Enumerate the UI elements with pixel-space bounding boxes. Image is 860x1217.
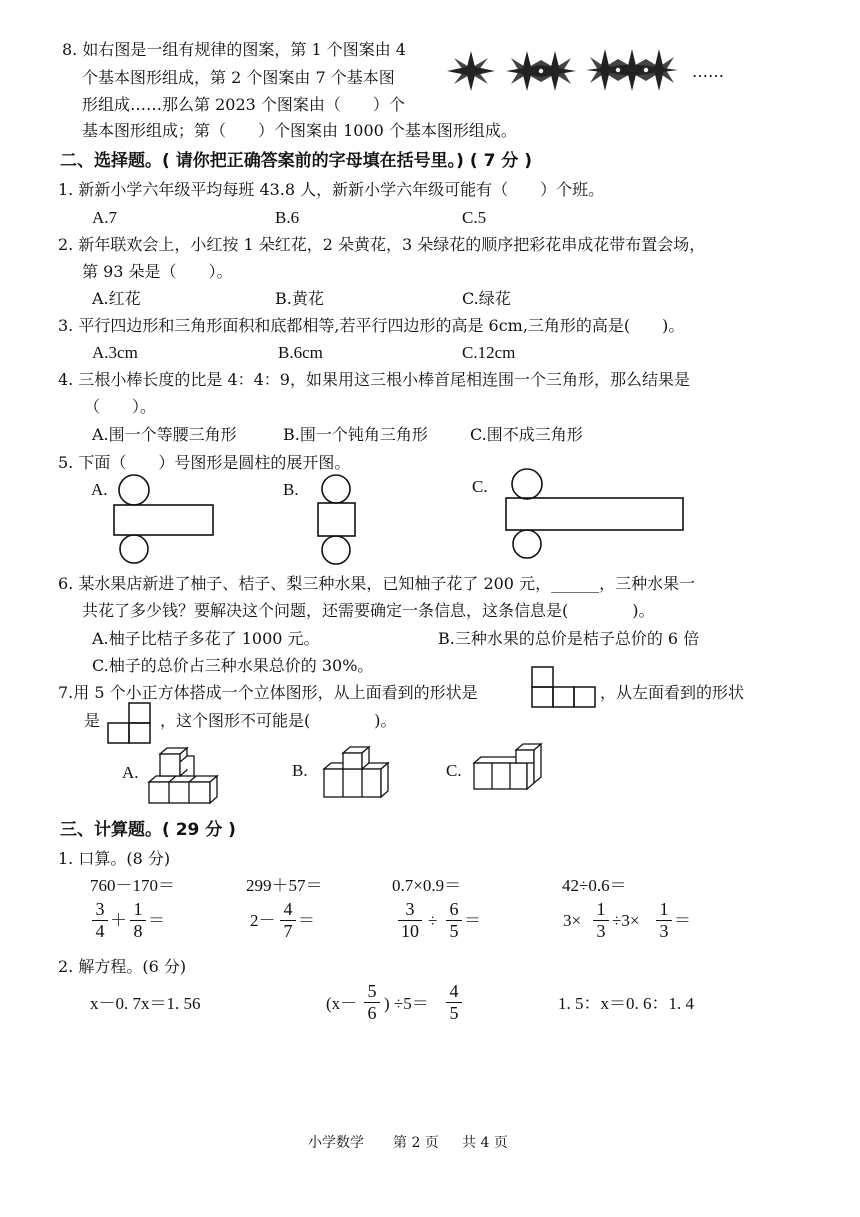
cube-figure-c (472, 743, 546, 791)
q6-option-c: C.柚子的总价占三种水果总价的 30%。 (92, 656, 374, 675)
cylinder-net-b (316, 474, 358, 566)
section-2-title: 二、选择题。( 请你把正确答案前的字母填在括号里。) ( 7 分 ) (60, 151, 532, 171)
q1-option-b: B.6 (275, 208, 300, 227)
calc-8-middle: ÷3× (612, 911, 640, 930)
calc-6-equals: ＝ (298, 911, 315, 930)
calc-7-fraction-a: 3 10 (398, 900, 422, 941)
q1-option-a: A.7 (92, 208, 118, 227)
q8-line1: 8. 如右图是一组有规律的图案，第 1 个图案由 4 (62, 40, 406, 59)
calc-8-fraction-b: 1 3 (656, 900, 672, 941)
calc-1: 760－170＝ (90, 876, 175, 895)
q3-option-a: A.3cm (92, 343, 138, 362)
q1-text: 1. 新新小学六年级平均每班 43.8 人，新新小学六年级可能有（ ）个班。 (58, 180, 605, 199)
calc-5-fraction-b: 1 8 (130, 900, 146, 941)
q7-option-c: C. (446, 761, 462, 780)
cylinder-net-a (112, 473, 216, 565)
q4-option-c: C.围不成三角形 (470, 425, 583, 444)
equation-1: x－0. 7x＝1. 56 (90, 994, 201, 1013)
top-view-shape (531, 666, 597, 708)
q2-option-b: B.黄花 (275, 289, 324, 308)
q7-line1b: ，从左面看到的形状 (600, 683, 745, 702)
calc-7-operator: ÷ (428, 911, 438, 930)
equation-2-prefix: (x－ (326, 994, 358, 1013)
equation-2-fraction-a: 5 6 (364, 982, 380, 1023)
equation-2-middle: ) ÷5＝ (384, 994, 429, 1013)
q4-line2: （ ）。 (84, 397, 157, 416)
q3-option-b: B.6cm (278, 343, 323, 362)
q5-text: 5. 下面（ ）号图形是圆柱的展开图。 (58, 453, 351, 472)
q4-option-b: B.围一个钝角三角形 (283, 425, 428, 444)
q6-option-a: A.柚子比桔子多花了 1000 元。 (92, 629, 320, 648)
calc-5-equals: ＝ (148, 911, 165, 930)
pattern-figure-2 (505, 50, 577, 92)
equation-3: 1. 5：x＝0. 6：1. 4 (558, 994, 694, 1013)
part1-title: 1. 口算。(8 分) (58, 849, 171, 868)
calc-6-fraction: 4 7 (280, 900, 296, 941)
q6-option-b: B.三种水果的总价是桔子总价的 6 倍 (438, 629, 700, 648)
q2-option-a: A.红花 (92, 289, 141, 308)
part2-title: 2. 解方程。(6 分) (58, 957, 187, 976)
calc-7-equals: ＝ (464, 911, 481, 930)
left-view-shape (106, 702, 152, 744)
q6-line1: 6. 某水果店新进了柚子、桔子、梨三种水果，已知柚子花了 200 元，______，三种水果一 (58, 574, 696, 593)
q4-line1: 4. 三根小棒长度的比是 4：4：9，如果用这三根小棒首尾相连围一个三角形，那么结果是 (58, 370, 690, 389)
q6-line2: 共花了多少钱？要解决这个问题，还需要确定一条信息，这条信息是( )。 (82, 601, 655, 620)
footer-total: 共 4 页 (462, 1135, 508, 1151)
pattern-figure-3 (585, 48, 679, 92)
calc-4: 42÷0.6＝ (562, 876, 627, 895)
calc-5-fraction-a: 3 4 (92, 900, 108, 941)
q5-option-c: C. (472, 477, 488, 496)
q7-line2a: 是 (84, 711, 101, 730)
calc-7-fraction-b: 6 5 (446, 900, 462, 941)
section-3-title: 三、计算题。( 29 分 ) (60, 820, 236, 840)
q8-line4: 基本图形组成；第（ ）个图案由 1000 个基本图形组成。 (82, 121, 517, 140)
q2-option-c: C.绿花 (462, 289, 511, 308)
q7-option-a: A. (122, 763, 139, 782)
q7-line2b: ，这个图形不可能是( )。 (160, 711, 397, 730)
calc-8-prefix: 3× (563, 911, 582, 930)
q4-option-a: A.围一个等腰三角形 (92, 425, 237, 444)
q1-option-c: C.5 (462, 208, 487, 227)
footer-subject: 小学数学 (308, 1135, 364, 1151)
q2-line2: 第 93 朵是（ ）。 (82, 262, 233, 281)
calc-5-operator: ＋ (110, 911, 127, 930)
q5-option-b: B. (283, 480, 299, 499)
calc-3: 0.7×0.9＝ (392, 876, 462, 895)
q8-line3: 形组成……那么第 2023 个图案由（ ）个 (82, 95, 405, 114)
calc-8-fraction-a: 1 3 (593, 900, 609, 941)
cube-figure-a (146, 746, 220, 806)
cube-figure-b (322, 745, 392, 801)
calc-8-equals: ＝ (674, 911, 691, 930)
cylinder-net-c (503, 468, 687, 560)
q3-text: 3. 平行四边形和三角形面积和底都相等,若平行四边形的高是 6cm,三角形的高是( )。 (58, 316, 685, 335)
q2-line1: 2. 新年联欢会上，小红按 1 朵红花，2 朵黄花，3 朵绿花的顺序把彩花串成花带布置会场， (58, 235, 706, 254)
footer-page: 第 2 页 (393, 1135, 439, 1151)
calc-2: 299＋57＝ (246, 876, 323, 895)
q8-line2: 个基本图形组成，第 2 个图案由 7 个基本图 (82, 68, 395, 87)
equation-2-fraction-b: 4 5 (446, 982, 462, 1023)
pattern-ellipsis: …… (692, 62, 724, 81)
q3-option-c: C.12cm (462, 343, 516, 362)
calc-6-prefix: 2－ (250, 911, 276, 930)
q5-option-a: A. (91, 480, 108, 499)
q7-option-b: B. (292, 761, 308, 780)
q7-line1a: 7.用 5 个小正方体搭成一个立体图形，从上面看到的形状是 (58, 683, 478, 702)
pattern-figure-1 (446, 50, 496, 92)
